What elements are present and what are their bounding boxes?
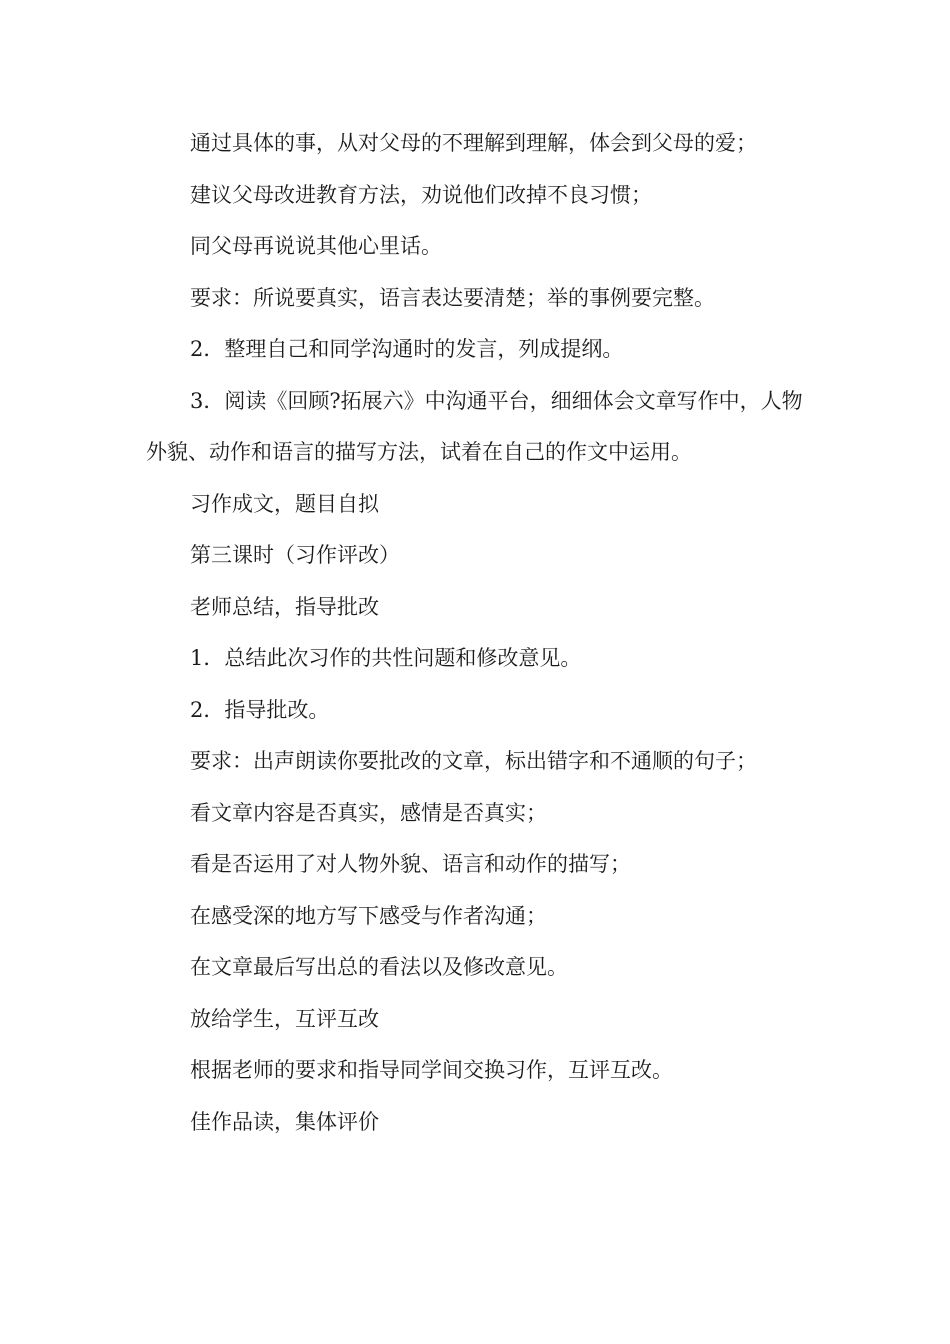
paragraph: 通过具体的事，从对父母的不理解到理解，体会到父母的爱； xyxy=(190,131,757,155)
paragraph: 在感受深的地方写下感受与作者沟通； xyxy=(190,903,547,928)
section-heading: 老师总结，指导批改 xyxy=(190,594,379,619)
paragraph: 根据老师的要求和指导同学间交换习作，互评互改。 xyxy=(190,1058,673,1082)
list-item: 3．阅读《回顾?拓展六》中沟通平台，细细体会文章写作中，人物外貌、动作和语言的描写方法，试着在自己的作文中运用。 xyxy=(146,388,803,464)
paragraph: 看是否运用了对人物外貌、语言和动作的描写； xyxy=(190,852,631,876)
section-heading: 放给学生，互评互改 xyxy=(190,1006,379,1031)
paragraph: 在文章最后写出总的看法以及修改意见。 xyxy=(190,955,568,979)
section-heading: 习作成文，题目自拟 xyxy=(190,491,379,516)
section-heading: 佳作品读，集体评价 xyxy=(190,1109,379,1134)
paragraph: 建议父母改进教育方法，劝说他们改掉不良习惯； xyxy=(190,182,652,207)
paragraph: 同父母再说说其他心里话。 xyxy=(190,234,442,258)
list-item: 2．整理自己和同学沟通时的发言，列成提纲。 xyxy=(190,337,624,361)
section-heading: 第三课时（习作评改） xyxy=(190,543,400,567)
list-item: 2．指导批改。 xyxy=(190,697,330,722)
list-item: 1．总结此次习作的共性问题和修改意见。 xyxy=(190,646,582,670)
paragraph: 要求：出声朗读你要批改的文章，标出错字和不通顺的句子； xyxy=(190,749,757,773)
document-body xyxy=(146,118,806,1148)
paragraph: 要求：所说要真实，语言表达要清楚；举的事例要完整。 xyxy=(190,285,715,310)
paragraph: 看文章内容是否真实，感情是否真实； xyxy=(190,800,547,825)
